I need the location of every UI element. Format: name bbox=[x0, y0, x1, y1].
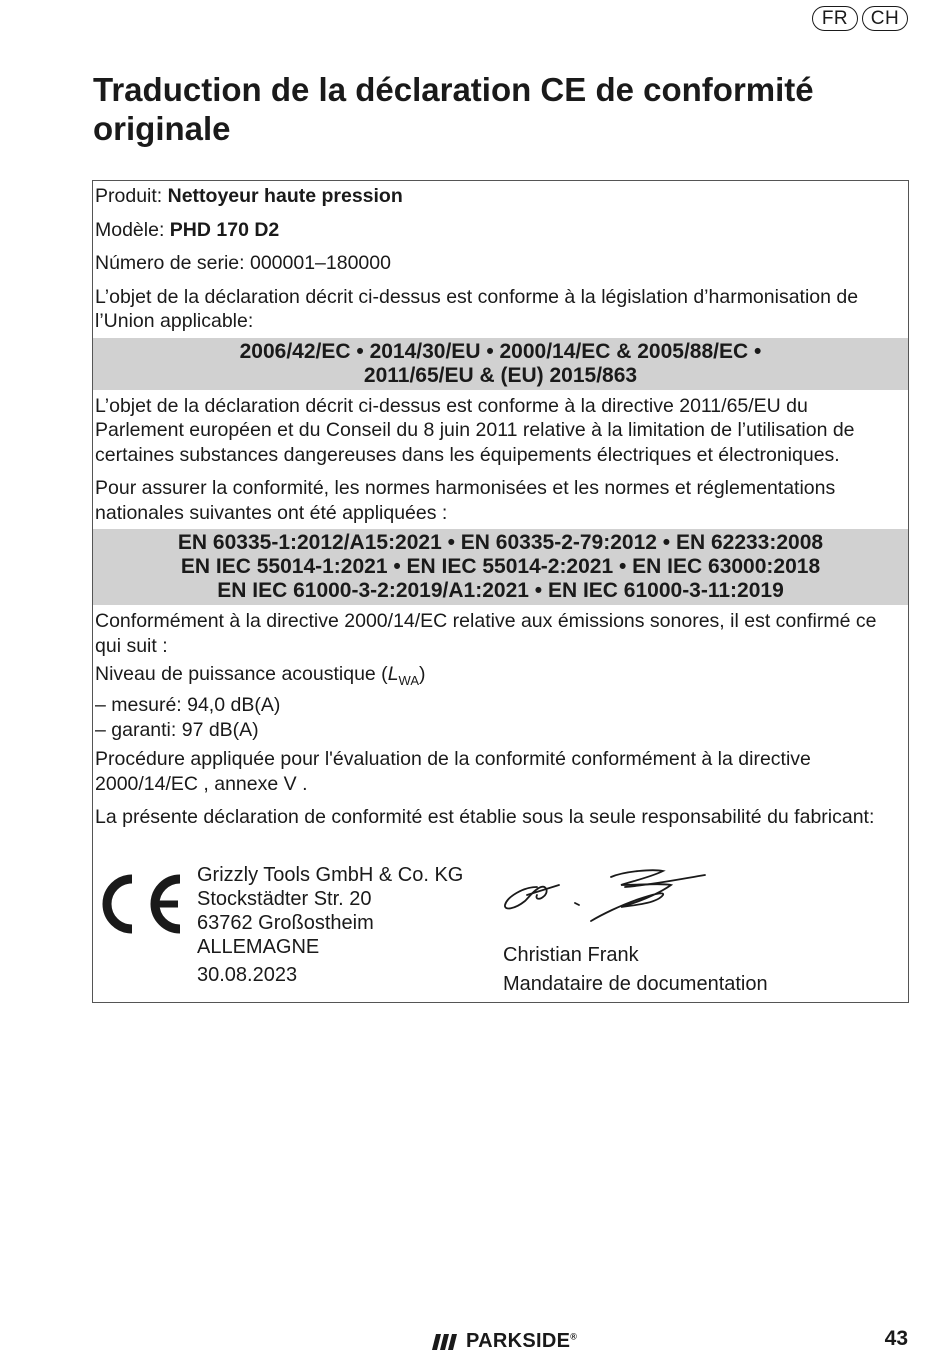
lang-badge-ch: CH bbox=[862, 6, 908, 31]
model-line bbox=[93, 218, 908, 243]
standards-line: EN IEC 55014-1:2021 • EN IEC 55014-2:2021 • EN IEC 63000:2018 bbox=[180, 555, 821, 578]
serial-number: Número de serie: 000001–180000 bbox=[95, 252, 391, 274]
declaration-box bbox=[92, 180, 909, 1003]
noise-guaranteed: – garanti: 97 dB(A) bbox=[95, 718, 259, 741]
declaration-date: 30.08.2023 bbox=[197, 964, 298, 986]
noise-level-close: ) bbox=[419, 663, 426, 685]
noise-symbol-sub: WA bbox=[398, 672, 420, 688]
company-name: Grizzly Tools GmbH & Co. KG bbox=[197, 864, 464, 886]
rohs-text: L’objet de la déclaration décrit ci-dessus est conforme à la directive 2011/65/EU du Parlement européen et du Conseil du 8 juin 2011 relative à la limitation de l’utilisation de certaines substances dangereuses dans les équipements électriques et électroniques. bbox=[95, 394, 855, 466]
directives-line: 2006/42/EC • 2014/30/EU • 2000/14/EC & 2005/88/EC • bbox=[239, 339, 762, 363]
product-line bbox=[93, 184, 908, 209]
signature-area bbox=[93, 863, 908, 1003]
product-label: Produit: bbox=[95, 185, 163, 207]
noise-measured: – mesuré: 94,0 dB(A) bbox=[95, 694, 281, 717]
lang-badge-fr: FR bbox=[812, 6, 858, 31]
directives-band bbox=[93, 338, 908, 390]
product-value: Nettoyeur haute pression bbox=[167, 185, 403, 207]
standards-line: EN 60335-1:2012/A15:2021 • EN 60335-2-79:2012 • EN 62233:2008 bbox=[177, 531, 824, 554]
signer-name: Christian Frank bbox=[503, 944, 639, 966]
standards-band bbox=[93, 529, 908, 605]
manufacturer-address bbox=[197, 863, 463, 987]
noise-symbol: L bbox=[387, 663, 399, 685]
street: Stockstädter Str. 20 bbox=[197, 888, 372, 910]
brand-name: PARKSIDE® bbox=[466, 1330, 578, 1352]
page-title: Traduction de la déclaration CE de conformité originale bbox=[93, 71, 814, 147]
noise-level-label: Niveau de puissance acoustique ( bbox=[95, 663, 388, 685]
standards-intro: Pour assurer la conformité, les normes harmonisées et les normes et réglementations nationales suivantes ont été appliquées : bbox=[95, 477, 836, 524]
model-value: PHD 170 D2 bbox=[169, 218, 280, 241]
noise-level bbox=[93, 662, 908, 693]
page-number: 43 bbox=[884, 1327, 908, 1350]
handwritten-signature bbox=[501, 865, 707, 923]
language-badges bbox=[812, 6, 908, 31]
directives-line: 2011/65/EU & (EU) 2015/863 bbox=[363, 363, 638, 387]
noise-intro: Conformément à la directive 2000/14/EC relative aux émissions sonores, il est confirmé ce qui suit : bbox=[95, 610, 877, 657]
signer-block bbox=[503, 941, 768, 999]
country: ALLEMAGNE bbox=[197, 936, 320, 958]
standards-line: EN IEC 61000-3-2:2019/A1:2021 • EN IEC 61000-3-11:2019 bbox=[217, 579, 784, 602]
harmonisation-text: L’objet de la déclaration décrit ci-dessus est conforme à la législation d’harmonisation de l’Union applicable: bbox=[95, 285, 859, 332]
slashes-icon bbox=[432, 1334, 458, 1350]
parkside-logo bbox=[432, 1330, 577, 1353]
ce-mark-logo bbox=[96, 873, 186, 935]
responsibility-text: La présente déclaration de conformité est établie sous la seule responsabilité du fabricant: bbox=[95, 806, 875, 829]
signer-role: Mandataire de documentation bbox=[503, 973, 768, 995]
procedure-text: Procédure appliquée pour l'évaluation de la conformité conformément à la directive 2000/14/EC , annexe V . bbox=[95, 748, 811, 795]
model-label: Modèle: bbox=[95, 218, 165, 241]
city: 63762 Großostheim bbox=[197, 912, 374, 934]
